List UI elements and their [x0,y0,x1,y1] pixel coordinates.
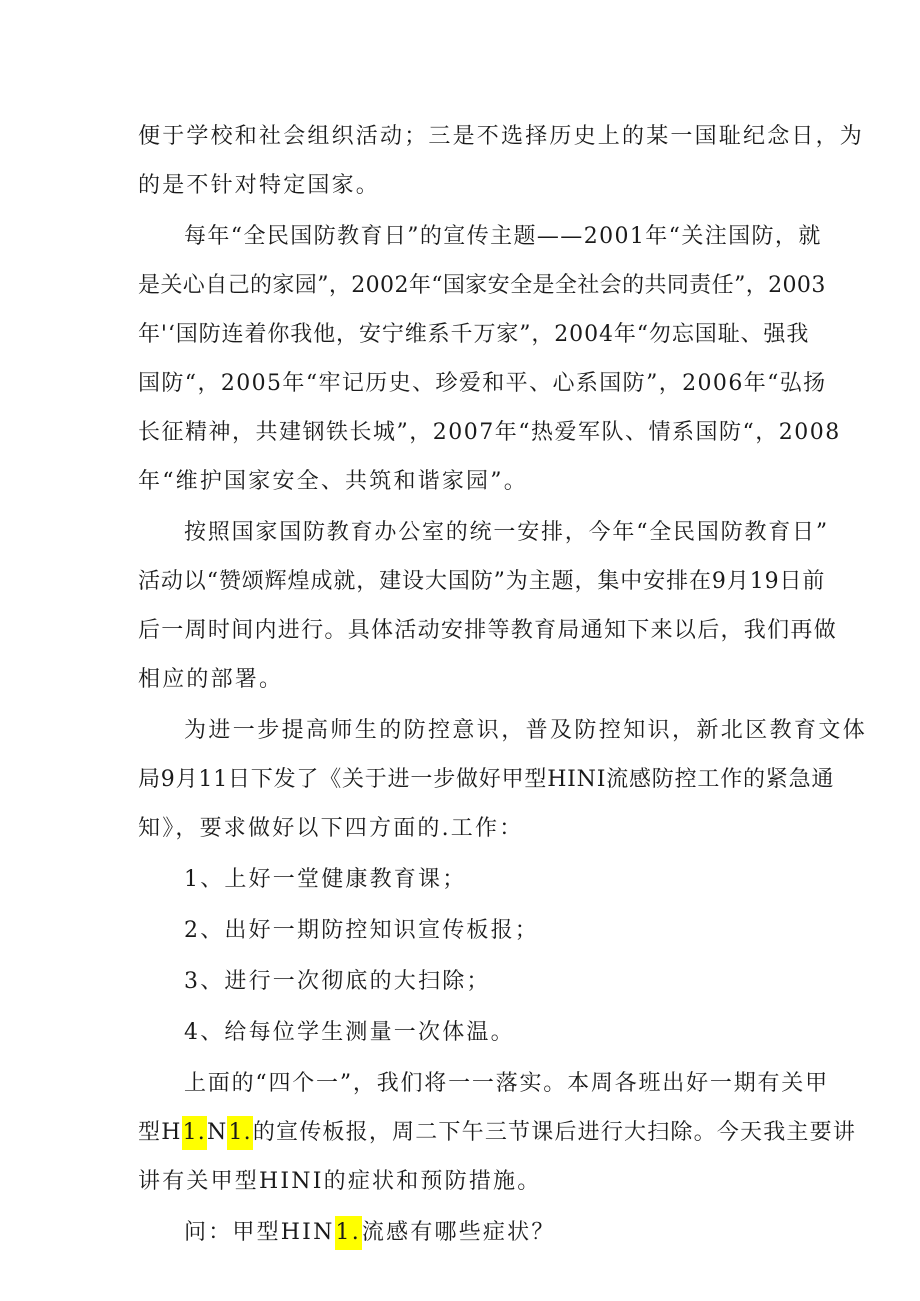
text-line: 便于学校和社会组织活动；三是不选择历史上的某一国耻纪念日，为 [138,124,865,149]
text-line: 上面的“四个一”，我们将一一落实。本周各班出好一期有关甲 [184,1071,829,1096]
text-segment: 型H [138,1120,182,1145]
text-line: 3、进行一次彻底的大扫除； [184,969,491,994]
text-line: 年'‘国防连着你我他，安宁维系千万家”，2004年“勿忘国耻、强我 [138,322,810,347]
text-line: 是关心自己的家园”，2002年“国家安全是全社会的共同责任”，2003 [138,273,826,298]
highlighted-text: 1. [335,1216,362,1250]
text-line [138,1108,857,1157]
text-segment: 的宣传板报，周二下午三节课后进行大扫除。今天我主要讲 [252,1120,857,1145]
list-item [138,1008,798,1057]
document-body [138,112,868,1257]
text-line: 局9月11日下发了《关于进一步做好甲型HINI流感防控工作的紧急通 [138,767,835,792]
highlighted-text: 1. [182,1116,207,1150]
text-line: 讲有关甲型HINI的症状和预防措施。 [138,1169,542,1194]
paragraph [138,1208,798,1257]
text-segment: 问：甲型HIN [184,1220,335,1245]
text-line: 4、给每位学生测量一次体温。 [184,1020,515,1045]
text-line: 相应的部署。 [138,667,284,692]
text-line [138,1208,798,1257]
text-line: 长征精神，共建钢铁长城”，2007年“热爱军队、情系国防“，2008 [138,420,841,445]
text-segment: N [206,1120,228,1145]
text-line: 为进一步提高师生的防控意识，普及防控知识，新北区教育文体 [184,718,868,743]
text-line: 知》，要求做好以下四方面的.工作： [138,816,524,841]
text-line: 每年“全民国防教育日”的宣传主题——2001年“关注国防，就 [184,224,822,249]
text-line: 后一周时间内进行。具体活动安排等教育局通知下来以后，我们再做 [138,618,838,643]
list-item [138,855,798,904]
text-line: 2、出好一期防控知识宣传板报； [184,918,539,943]
text-line: 1、上好一堂健康教育课； [184,867,467,892]
text-line: 活动以“赞颂辉煌成就，建设大国防”为主题，集中安排在9月19日前 [138,569,826,594]
list-item [138,906,798,955]
text-line: 按照国家国防教育办公室的统一安排，今年“全民国防教育日” [184,520,829,545]
paragraph [138,112,865,210]
paragraph [138,1059,857,1206]
highlighted-text: 1. [227,1116,252,1150]
paragraph [138,508,838,704]
text-line: 的是不针对特定国家。 [138,173,381,198]
text-segment: 流感有哪些症状？ [361,1220,556,1245]
paragraph [138,706,868,853]
paragraph [138,212,841,506]
text-line: 国防“，2005年“牢记历史、珍爱和平、心系国防”，2006年“弘扬 [138,371,827,396]
list-item [138,957,798,1006]
text-line: 年“维护国家安全、共筑和谐家园”。 [138,469,528,494]
